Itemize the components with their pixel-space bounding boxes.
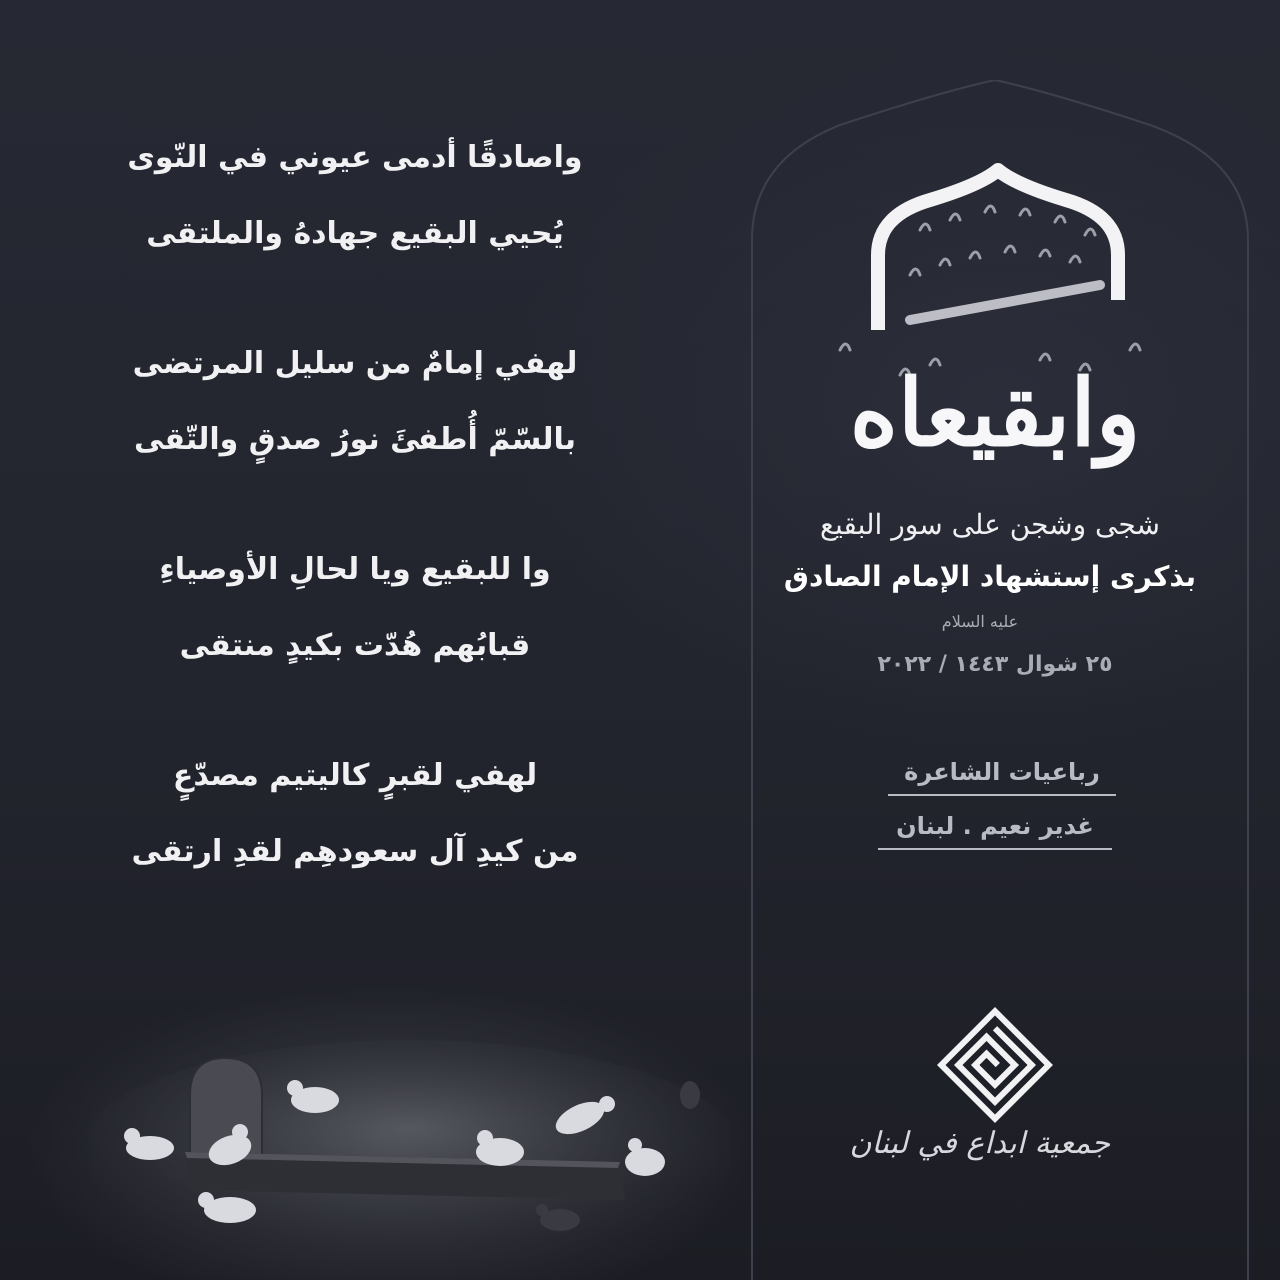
poem-stanza-1 bbox=[120, 120, 590, 272]
poem-stanza-4 bbox=[120, 738, 590, 890]
poem bbox=[120, 120, 590, 944]
poem-line: لهفي لقبرٍ كاليتيم مصدّعٍ bbox=[172, 758, 538, 793]
poem-line: من كيدِ آل سعودهِم لقدِ ارتقى bbox=[131, 834, 579, 869]
poem-line: قبابُهم هُدّت بكيدٍ منتقى bbox=[179, 628, 531, 663]
occasion-text: بذكرى إستشهاد الإمام الصادق bbox=[783, 560, 1197, 593]
poem-stanza-3 bbox=[120, 532, 590, 684]
poem-stanza-2 bbox=[120, 326, 590, 478]
poem-line: لهفي إمامٌ من سليل المرتضى bbox=[132, 346, 578, 381]
title-calligraphy bbox=[800, 160, 1190, 500]
doves-and-grave-illustration bbox=[90, 1040, 730, 1270]
poem-line: يُحيي البقيع جهادهُ والملتقى bbox=[146, 216, 564, 251]
poem-line: واصادقًا أدمى عيوني في النّوى bbox=[127, 140, 583, 175]
organization-signature: جمعية ابداع في لبنان bbox=[849, 1126, 1110, 1161]
poem-line: بالسّمّ أُطفئَ نورُ صدقٍ والتّقى bbox=[133, 422, 577, 457]
honorific-text: عليه السلام bbox=[941, 612, 1019, 631]
title-text: وابقيعاه bbox=[849, 359, 1141, 467]
credit-poet-label: رباعيات الشاعرة bbox=[888, 758, 1116, 796]
subtitle: شجى وشجن على سور البقيع bbox=[820, 508, 1160, 541]
poem-line: وا للبقيع ويا لحالِ الأوصياءِ bbox=[159, 552, 551, 587]
square-kufic-emblem-icon bbox=[935, 1005, 1055, 1125]
date-text: ٢٥ شوال ١٤٤٣ / ٢٠٢٢ bbox=[877, 652, 1113, 677]
credit-poet-name: غدير نعيم . لبنان bbox=[878, 812, 1112, 850]
